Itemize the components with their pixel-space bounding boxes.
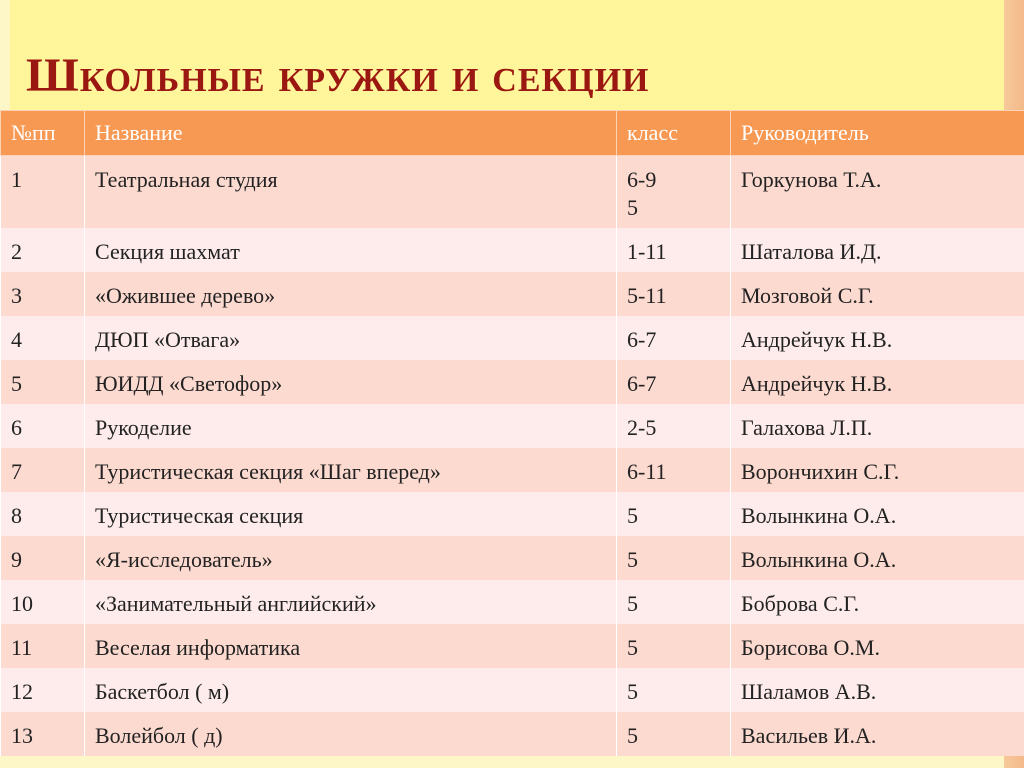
cell-leader: Шаталова И.Д. [731, 228, 1024, 272]
header-name: Название [85, 111, 617, 156]
cell-number: 10 [1, 580, 85, 624]
cell-name: Театральная студия [85, 156, 617, 229]
cell-class [617, 156, 731, 229]
table-row [1, 360, 1024, 404]
header-class: класс [617, 111, 731, 156]
cell-leader: Боброва С.Г. [731, 580, 1024, 624]
slide-title: Школьные кружки и секции [26, 49, 650, 102]
cell-name: Веселая информатика [85, 624, 617, 668]
cell-leader: Андрейчук Н.В. [731, 316, 1024, 360]
table-row [1, 228, 1024, 272]
cell-leader: Васильев И.А. [731, 712, 1024, 756]
header-number: №пп [1, 111, 85, 156]
cell-number: 6 [1, 404, 85, 448]
cell-leader: Галахова Л.П. [731, 404, 1024, 448]
cell-leader: Горкунова Т.А. [731, 156, 1024, 229]
cell-number: 9 [1, 536, 85, 580]
cell-leader: Волынкина О.А. [731, 492, 1024, 536]
cell-name: «Ожившее дерево» [85, 272, 617, 316]
cell-class [617, 404, 731, 448]
cell-class [617, 316, 731, 360]
table-row [1, 448, 1024, 492]
table-row [1, 712, 1024, 756]
table-body [1, 156, 1024, 757]
class-range: 5 [627, 591, 638, 616]
class-range: 6-9 [627, 167, 657, 192]
class-range: 6-7 [627, 327, 657, 352]
class-range: 5 [627, 635, 638, 660]
table-row [1, 156, 1024, 229]
class-range: 1-11 [627, 239, 667, 264]
cell-class [617, 668, 731, 712]
cell-number: 2 [1, 228, 85, 272]
cell-class [617, 272, 731, 316]
cell-name: «Я-исследователь» [85, 536, 617, 580]
cell-name: Баскетбол ( м) [85, 668, 617, 712]
class-range: 6-11 [627, 459, 667, 484]
table-row [1, 624, 1024, 668]
cell-name: ДЮП «Отвага» [85, 316, 617, 360]
cell-number: 1 [1, 156, 85, 229]
cell-class [617, 580, 731, 624]
cell-number: 13 [1, 712, 85, 756]
cell-leader: Шаламов А.В. [731, 668, 1024, 712]
cell-leader: Мозговой С.Г. [731, 272, 1024, 316]
cell-number: 11 [1, 624, 85, 668]
class-range: 5 [627, 723, 638, 748]
cell-name: «Занимательный английский» [85, 580, 617, 624]
cell-class [617, 712, 731, 756]
cell-name: Туристическая секция «Шаг вперед» [85, 448, 617, 492]
cell-leader: Андрейчук Н.В. [731, 360, 1024, 404]
cell-name: Секция шахмат [85, 228, 617, 272]
cell-leader: Волынкина О.А. [731, 536, 1024, 580]
class-range: 5 [627, 547, 638, 572]
cell-leader: Ворончихин С.Г. [731, 448, 1024, 492]
cell-leader: Борисова О.М. [731, 624, 1024, 668]
table-row [1, 580, 1024, 624]
cell-number: 4 [1, 316, 85, 360]
cell-number: 12 [1, 668, 85, 712]
cell-class [617, 228, 731, 272]
class-range: 5 [627, 503, 638, 528]
cell-name: Туристическая секция [85, 492, 617, 536]
cell-class [617, 624, 731, 668]
cell-number: 5 [1, 360, 85, 404]
cell-name: ЮИДД «Светофор» [85, 360, 617, 404]
cell-name: Рукоделие [85, 404, 617, 448]
cell-number: 7 [1, 448, 85, 492]
table-row [1, 492, 1024, 536]
cell-class [617, 448, 731, 492]
table-row [1, 404, 1024, 448]
clubs-table [0, 110, 1024, 756]
class-range: 5 [627, 679, 638, 704]
cell-number: 8 [1, 492, 85, 536]
class-range: 6-7 [627, 371, 657, 396]
cell-class [617, 492, 731, 536]
cell-class [617, 536, 731, 580]
cell-class [617, 360, 731, 404]
class-range: 5-11 [627, 283, 667, 308]
table-header-row [1, 111, 1024, 156]
header-leader: Руководитель [731, 111, 1024, 156]
table-row [1, 316, 1024, 360]
table-row [1, 536, 1024, 580]
cell-number: 3 [1, 272, 85, 316]
cell-name: Волейбол ( д) [85, 712, 617, 756]
table-row [1, 272, 1024, 316]
class-range: 5 [627, 195, 638, 220]
table-row [1, 668, 1024, 712]
class-range: 2-5 [627, 415, 657, 440]
